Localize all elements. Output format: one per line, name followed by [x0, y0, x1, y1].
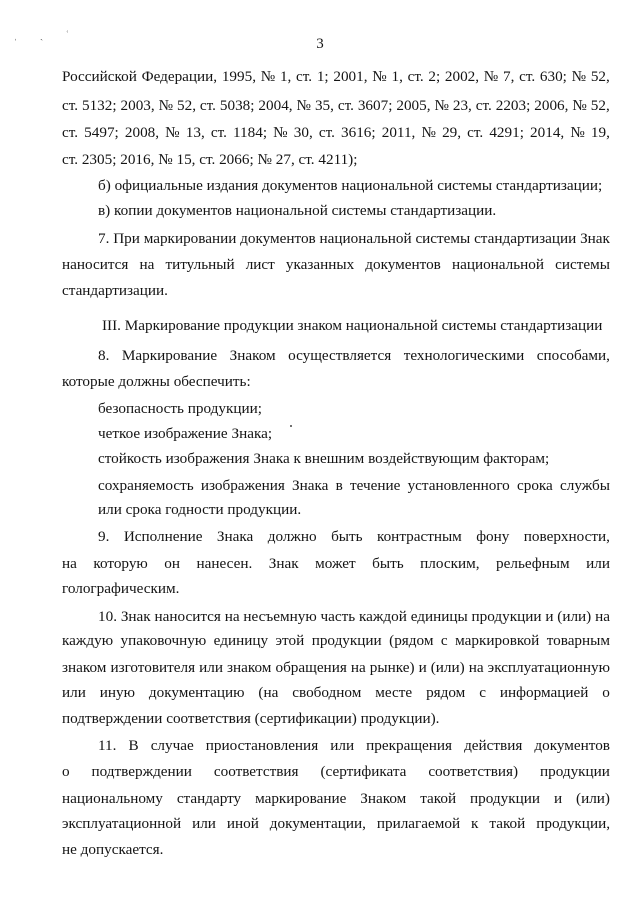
paragraph-11-line: национальному стандарту маркирование Знаком такой продукции и (или) [62, 790, 610, 807]
paragraph-7-line: 7. При маркировании документов национальной системы стандартизации Знак [98, 230, 610, 247]
paragraph-10-line: каждую упаковочную единицу этой продукции (рядом с маркировкой товарным [62, 632, 610, 649]
list-item: или срока годности продукции. [98, 501, 302, 518]
paragraph-8-line: которые должны обеспечить: [62, 373, 251, 390]
list-item: в) копии документов национальной системы стандартизации. [98, 202, 497, 219]
paragraph-10-line: подтверждении соответствия (сертификации) продукции). [62, 710, 440, 727]
paragraph-9-line: на которую он нанесен. Знак может быть плоским, рельефным или [62, 555, 610, 572]
text-line: ст. 2305; 2016, № 15, ст. 2066; № 27, ст. 4211); [62, 151, 358, 168]
list-item: стойкость изображения Знака к внешним воздействующим факторам; [98, 450, 550, 467]
paragraph-10-line: 10. Знак наносится на несъемную часть каждой единицы продукции и (или) на [98, 608, 610, 625]
section-heading: III. Маркирование продукции знаком национальной системы стандартизации [102, 317, 603, 334]
paragraph-7-line: наносится на титульный лист указанных документов национальной системы [62, 256, 610, 273]
list-item: четкое изображение Знака; [98, 425, 273, 442]
scan-dot [290, 425, 292, 427]
list-item: б) официальные издания документов национальной системы стандартизации; [98, 177, 603, 194]
text-line: Российской Федерации, 1995, № 1, ст. 1; 2001, № 1, ст. 2; 2002, № 7, ст. 630; № 52, [62, 68, 610, 85]
page-number: 3 [316, 36, 324, 52]
paragraph-8-line: 8. Маркирование Знаком осуществляется технологическими способами, [98, 347, 610, 364]
scan-marks: ˌ ˎ ʿ [14, 30, 79, 41]
paragraph-11-line: о подтверждении соответствия (сертификата соответствия) продукции [62, 763, 610, 780]
paragraph-7-line: стандартизации. [62, 282, 168, 299]
paragraph-11-line: эксплуатационной или иной документации, прилагаемой к такой продукции, [62, 815, 610, 832]
list-item: сохраняемость изображения Знака в течение установленного срока службы [98, 477, 610, 494]
paragraph-9-line: голографическим. [62, 580, 180, 597]
paragraph-11-line: 11. В случае приостановления или прекращения действия документов [98, 737, 610, 754]
paragraph-9-line: 9. Исполнение Знака должно быть контрастным фону поверхности, [98, 528, 610, 545]
paragraph-10-line: или иную документацию (на свободном месте рядом с информацией о [62, 684, 610, 701]
text-line: ст. 5497; 2008, № 13, ст. 1184; № 30, ст. 3616; 2011, № 29, ст. 4291; 2014, № 19, [62, 124, 610, 141]
paragraph-11-line: не допускается. [62, 841, 164, 858]
list-item: безопасность продукции; [98, 400, 262, 417]
paragraph-10-line: знаком изготовителя или знаком обращения на рынке) и (или) на эксплуатационную [62, 659, 610, 676]
text-line: ст. 5132; 2003, № 52, ст. 5038; 2004, № 35, ст. 3607; 2005, № 23, ст. 2203; 2006, № 52, [62, 97, 610, 114]
